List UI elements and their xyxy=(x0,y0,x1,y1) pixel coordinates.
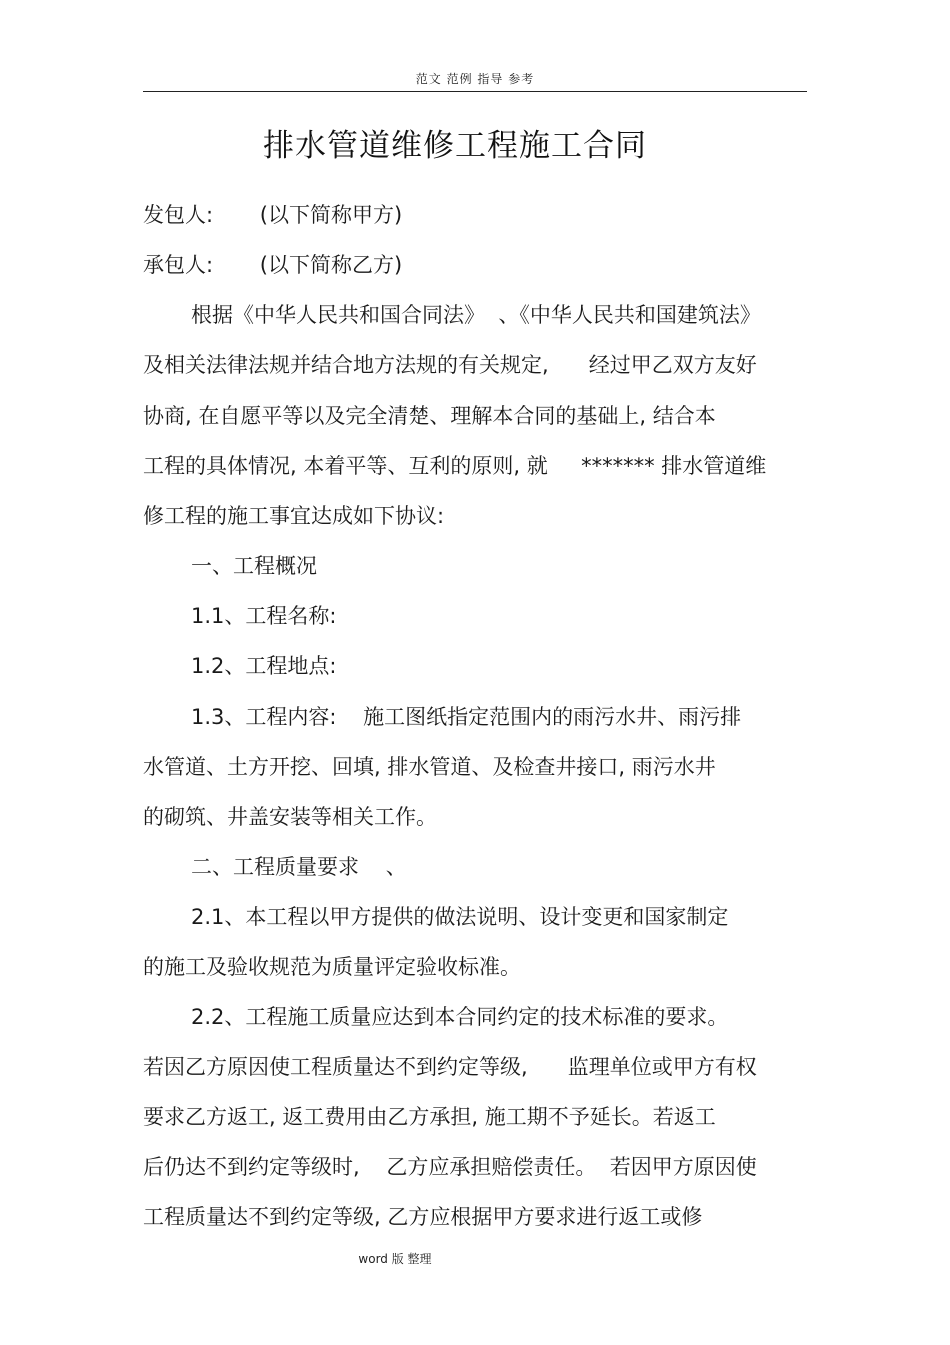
body-line: 的砌筑、井盖安装等相关工作。 xyxy=(143,805,437,829)
body-line: 2.2、工程施工质量应达到本合同约定的技术标准的要求。 xyxy=(191,1005,729,1029)
body-line: 要求乙方返工, 返工费用由乙方承担, 施工期不予延长。若返工 xyxy=(143,1105,716,1129)
body-line: 及相关法律法规并结合地方法规的有关规定, 经过甲乙双方友好 xyxy=(143,353,757,377)
page-header: 范文 范例 指导 参考 xyxy=(415,72,535,86)
document-title: 排水管道维修工程施工合同 xyxy=(263,128,647,164)
body-line: 1.3、工程内容: 施工图纸指定范围内的雨污水井、雨污排 xyxy=(191,705,742,729)
body-line: 若因乙方原因使工程质量达不到约定等级, 监理单位或甲方有权 xyxy=(143,1055,757,1079)
body-line: 根据《中华人民共和国合同法》 、《中华人民共和国建筑法》 xyxy=(191,303,761,327)
body-line: 二、工程质量要求 、 xyxy=(191,855,407,879)
body-line: 水管道、土方开挖、回填, 排水管道、及检查井接口, 雨污水井 xyxy=(143,755,716,779)
body-line: 2.1、本工程以甲方提供的做法说明、设计变更和国家制定 xyxy=(191,905,729,929)
body-line: 一、工程概况 xyxy=(191,554,317,578)
header-rule xyxy=(143,91,807,92)
body-line: 1.2、工程地点: xyxy=(191,654,337,678)
body-line: 协商, 在自愿平等以及完全清楚、理解本合同的基础上, 结合本 xyxy=(143,404,716,428)
body-line: 修工程的施工事宜达成如下协议: xyxy=(143,504,445,528)
body-line: 工程的具体情况, 本着平等、互利的原则, 就 ******* 排水管道维 xyxy=(143,454,767,478)
body-line: 发包人: (以下简称甲方) xyxy=(143,203,403,227)
body-line: 的施工及验收规范为质量评定验收标准。 xyxy=(143,955,521,979)
body-line: 1.1、工程名称: xyxy=(191,604,337,628)
body-line: 工程质量达不到约定等级, 乙方应根据甲方要求进行返工或修 xyxy=(143,1205,703,1229)
page-footer: word 版 整理 xyxy=(358,1252,432,1266)
body-line: 后仍达不到约定等级时, 乙方应承担赔偿责任。 若因甲方原因使 xyxy=(143,1155,757,1179)
body-line: 承包人: (以下简称乙方) xyxy=(143,253,403,277)
